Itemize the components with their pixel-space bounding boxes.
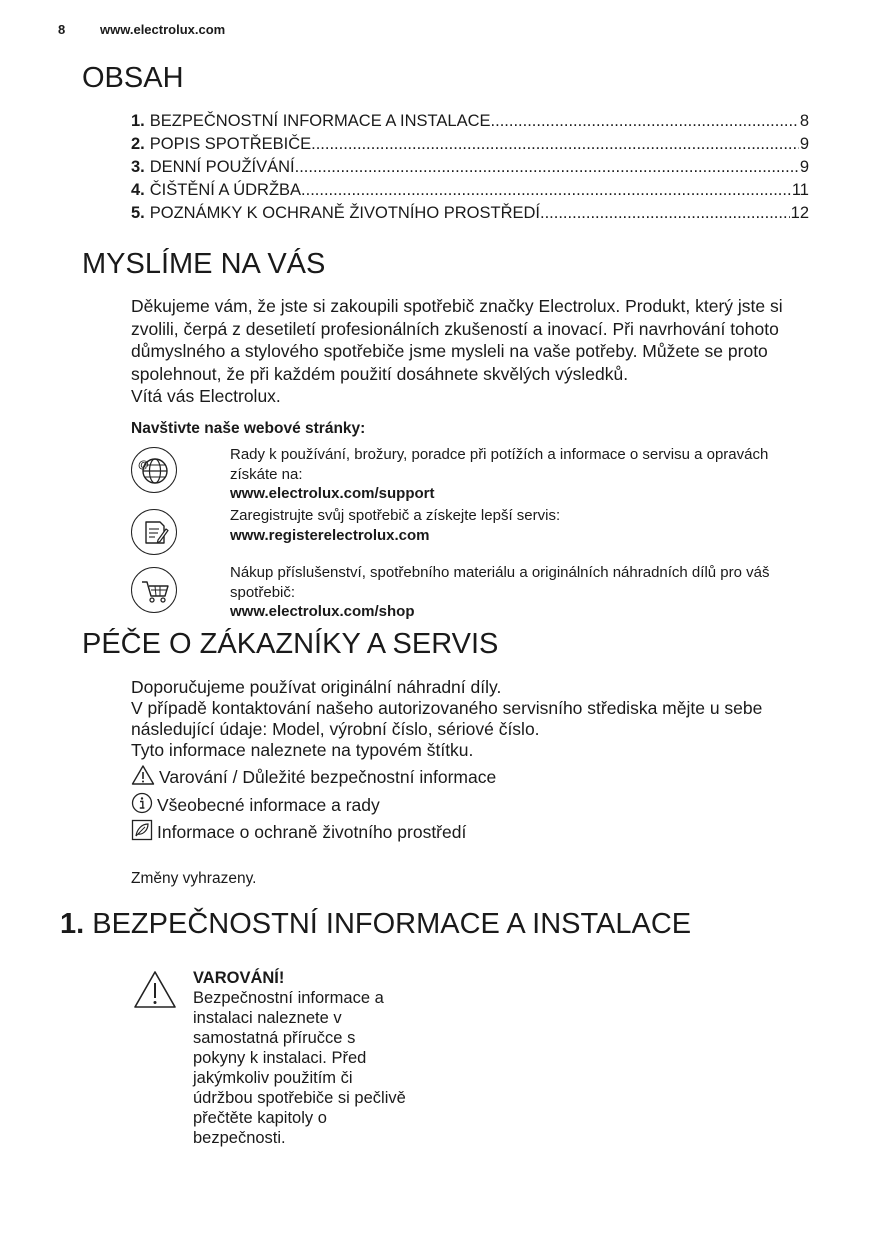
register-link-block xyxy=(230,506,810,545)
globe-icon xyxy=(131,447,177,493)
shopping-cart-icon xyxy=(131,567,177,613)
legend-item-info xyxy=(131,792,380,819)
toc-item[interactable] xyxy=(131,179,809,202)
intro-text xyxy=(131,295,821,408)
toc-item-number: 2. xyxy=(131,135,145,153)
warning-box xyxy=(193,968,408,1148)
page-header xyxy=(58,22,225,37)
toc-item-number: 5. xyxy=(131,204,145,222)
care-paragraph-2: V případě kontaktování našeho autorizovaného servisního střediska mějte u sebe následující údaje: Model, výrobní číslo, sériové číslo. xyxy=(131,698,763,739)
toc-item-page: 12 xyxy=(790,204,809,222)
web-heading: Navštivte naše webové stránky: xyxy=(131,420,366,437)
toc-dots xyxy=(491,110,799,133)
leaf-icon xyxy=(131,819,153,846)
info-icon xyxy=(131,792,153,819)
shop-text: Nákup příslušenství, spotřebního materiálu a originálních náhradních dílů pro váš spotřebič: xyxy=(230,564,770,601)
toc-item[interactable] xyxy=(131,202,809,225)
toc-item-label: BEZPEČNOSTNÍ INFORMACE A INSTALACE xyxy=(149,112,491,130)
changes-note: Změny vyhrazeny. xyxy=(131,870,257,887)
section-1-title xyxy=(60,908,691,941)
shop-url[interactable]: www.electrolux.com/shop xyxy=(230,603,415,620)
toc-title: OBSAH xyxy=(82,62,184,94)
toc-item-page: 11 xyxy=(791,181,809,199)
section-title-pece: PÉČE O ZÁKAZNÍKY A SERVIS xyxy=(82,628,499,660)
care-paragraph-1: Doporučujeme používat originální náhradní díly. xyxy=(131,677,502,697)
toc-item-label: ČIŠTĚNÍ A ÚDRŽBA xyxy=(149,181,302,199)
toc-item-number: 1. xyxy=(131,112,145,130)
svg-text:@: @ xyxy=(138,459,149,471)
page-number: 8 xyxy=(58,22,66,37)
toc-dots xyxy=(540,202,790,225)
warning-title: VAROVÁNÍ! xyxy=(193,969,285,987)
toc-item-label: DENNÍ POUŽÍVÁNÍ xyxy=(149,158,295,176)
register-document-icon xyxy=(131,509,177,555)
section-1-label: BEZPEČNOSTNÍ INFORMACE A INSTALACE xyxy=(92,908,692,940)
toc-item-label: POZNÁMKY K OCHRANĚ ŽIVOTNÍHO PROSTŘEDÍ xyxy=(149,204,541,222)
toc-item-number: 4. xyxy=(131,181,145,199)
toc-item-page: 8 xyxy=(799,112,809,130)
toc-dots xyxy=(311,133,799,156)
toc-item[interactable] xyxy=(131,133,809,156)
section-title-myslime: MYSLÍME NA VÁS xyxy=(82,248,326,280)
care-paragraph-3: Tyto informace naleznete na typovém štítku. xyxy=(131,740,474,760)
warning-text: Bezpečnostní informace a instalaci naleznete v samostatná příručce s pokyny k instalaci. Před jakýmkoliv použitím či údržbou spotřebiče si pečlivě přečtěte kapitoly o bezpečnosti. xyxy=(193,989,406,1147)
care-text xyxy=(131,677,821,761)
support-url[interactable]: www.electrolux.com/support xyxy=(230,485,435,502)
header-site: www.electrolux.com xyxy=(100,22,226,37)
warning-icon xyxy=(131,764,155,791)
table-of-contents xyxy=(131,110,809,225)
toc-item-label: POPIS SPOTŘEBIČE xyxy=(149,135,312,153)
warning-icon xyxy=(133,970,177,1015)
register-text: Zaregistrujte svůj spotřebič a získejte lepší servis: xyxy=(230,507,561,524)
toc-item-page: 9 xyxy=(799,158,809,176)
toc-item-page: 9 xyxy=(799,135,809,153)
register-url[interactable]: www.registerelectrolux.com xyxy=(230,526,430,544)
legend-item-warning xyxy=(131,764,496,791)
legend-item-environment xyxy=(131,819,466,846)
intro-greeting: Vítá vás Electrolux. xyxy=(131,386,281,406)
toc-dots xyxy=(295,156,799,179)
section-1-number: 1. xyxy=(60,908,85,940)
legend-info-text: Všeobecné informace a rady xyxy=(157,795,380,815)
legend-environment-text: Informace o ochraně životního prostředí xyxy=(157,822,467,842)
intro-paragraph: Děkujeme vám, že jste si zakoupili spotřebič značky Electrolux. Produkt, který jste si zvolili, čerpá z desetiletí profesionálních zkušeností a inovací. Při navrhování tohoto důmyslného a stylového spotřebiče jsme mysleli na vaše potřeby. Můžete se proto spolehnout, že při každém použití dosáhnete skvělých výsledků. xyxy=(131,296,783,384)
shop-link-block xyxy=(230,563,810,622)
toc-item[interactable] xyxy=(131,156,809,179)
legend-warning-text: Varování / Důležité bezpečnostní informace xyxy=(159,767,497,787)
toc-dots xyxy=(301,179,791,202)
support-link-block xyxy=(230,445,810,504)
toc-item-number: 3. xyxy=(131,158,145,176)
toc-item[interactable] xyxy=(131,110,809,133)
support-text: Rady k používání, brožury, poradce při potížích a informace o servisu a opravách získáte na: xyxy=(230,446,769,483)
